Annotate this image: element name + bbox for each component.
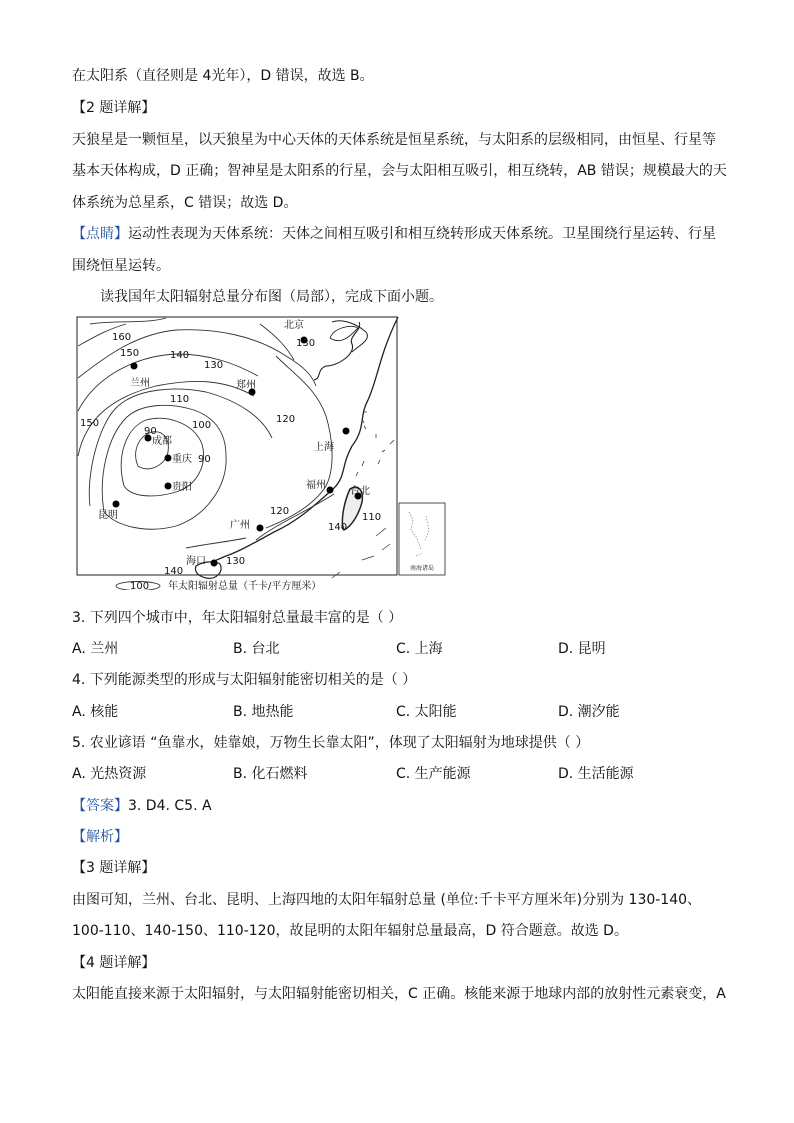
- city-label-fuzhou: 福州: [306, 480, 326, 491]
- city-dot-guangzhou: [257, 525, 264, 532]
- contour-label: 140: [170, 350, 190, 361]
- dianjing-text: 运动性表现为天体系统：天体之间相互吸引和相互绕转形成天体系统。卫星围绕行星运转、行星: [128, 226, 716, 242]
- solar-radiation-map: [76, 316, 448, 590]
- contour-label: 120: [276, 414, 296, 425]
- city-label-chongqing: 重庆: [172, 454, 192, 465]
- question-5: 5. 农业谚语 “鱼靠水，娃靠娘，万物生长靠太阳”，体现了太阳辐射为地球提供（ ）: [72, 735, 590, 751]
- question-4: 4. 下列能源类型的形成与太阳辐射能密切相关的是（ ）: [72, 672, 417, 688]
- answer-text: 3. D4. C5. A: [128, 798, 212, 814]
- city-label-haikou: 海口: [186, 556, 206, 567]
- contour-label: 160: [112, 332, 132, 343]
- dianjing-tag: 【点睛】: [72, 226, 128, 242]
- text-line: 围绕恒星运转。: [72, 258, 170, 274]
- city-dot-lanzhou: [131, 363, 138, 370]
- contour-label: 110: [170, 394, 190, 405]
- legend-text: 年太阳辐射总量（千卡/平方厘米）: [168, 581, 322, 590]
- q3-option-d: D. 昆明: [558, 641, 606, 657]
- city-label-chengdu: 成都: [152, 436, 172, 447]
- q4-option-d: D. 潮汐能: [558, 704, 620, 720]
- section-heading: 【2 题详解】: [72, 100, 156, 116]
- text-line: 体系统为总星系，C 错误；故选 D。: [72, 195, 298, 211]
- contour-label: 110: [362, 512, 382, 523]
- q3-option-a: A. 兰州: [72, 641, 119, 657]
- city-label-guiyang: 贵阳: [172, 482, 192, 493]
- city-label-guangzhou: 广州: [230, 520, 250, 531]
- text-line: 100-110、140-150、110-120，故昆明的太阳年辐射总量最高，D 符合题意。故选 D。: [72, 923, 628, 939]
- q3-option-b: B. 台北: [233, 641, 280, 657]
- text-line: 太阳能直接来源于太阳辐射，与太阳辐射能密切相关，C 正确。核能来源于地球内部的放射性元素衰变，A: [72, 986, 726, 1002]
- contour-label: 150: [80, 418, 100, 429]
- q5-option-a: A. 光热资源: [72, 766, 147, 782]
- city-dot-chongqing: [165, 455, 172, 462]
- contour-label: 140: [164, 566, 184, 577]
- inset-label: 南海诸岛: [410, 565, 435, 572]
- text-line: 天狼星是一颗恒星，以天狼星为中心天体的天体系统是恒星系统，与太阳系的层级相同，由恒星、行星等: [72, 132, 716, 148]
- section-heading: 【4 题详解】: [72, 955, 156, 971]
- city-dot-shanghai: [343, 428, 350, 435]
- q5-option-d: D. 生活能源: [558, 766, 634, 782]
- contour-label: 130: [226, 556, 246, 567]
- q5-option-b: B. 化石燃料: [233, 766, 308, 782]
- city-label-lanzhou: 兰州: [130, 378, 150, 389]
- analysis-tag: 【解析】: [72, 829, 128, 845]
- answer-line: [72, 796, 212, 816]
- q4-option-a: A. 核能: [72, 704, 119, 720]
- contour-label: 150: [120, 348, 140, 359]
- city-dot-kunming: [113, 501, 120, 508]
- question-3: 3. 下列四个城市中，年太阳辐射总量最丰富的是（ ）: [72, 610, 403, 626]
- contour-label: 130: [296, 338, 316, 349]
- dianjing-line: [72, 224, 716, 244]
- city-label-taibei: 台北: [350, 486, 370, 497]
- contour-label: 100: [192, 420, 212, 431]
- city-dot-guiyang: [165, 483, 172, 490]
- q4-option-b: B. 地热能: [233, 704, 294, 720]
- section-heading: 【3 题详解】: [72, 860, 156, 876]
- city-label-beijing: 北京: [284, 320, 304, 331]
- q4-option-c: C. 太阳能: [396, 704, 457, 720]
- q5-option-c: C. 生产能源: [396, 766, 471, 782]
- legend-value: 100: [130, 581, 150, 590]
- city-label-kunming: 昆明: [98, 510, 118, 521]
- question-intro: 读我国年太阳辐射总量分布图（局部），完成下面小题。: [100, 289, 443, 305]
- text-line: 基本天体构成，D 正确；智神星是太阳系的行星，会与太阳相互吸引，相互绕转，AB 错误；规模最大的天: [72, 163, 727, 179]
- q3-option-c: C. 上海: [396, 641, 443, 657]
- answer-tag: 【答案】: [72, 798, 128, 814]
- text-line: 由图可知，兰州、台北、昆明、上海四地的太阳年辐射总量 (单位:千卡平方厘米年)分别为 130-140、: [72, 892, 702, 908]
- text-line: 在太阳系（直径则是 4光年），D 错误，故选 B。: [72, 68, 374, 84]
- contour-label: 140: [328, 522, 348, 533]
- city-label-shanghai: 上海: [314, 442, 334, 453]
- contour-label: 90: [198, 454, 211, 465]
- city-label-zhengzhou: 郑州: [236, 380, 256, 391]
- city-dot-fuzhou: [327, 487, 334, 494]
- contour-label: 90: [144, 426, 157, 437]
- contour-label: 130: [204, 360, 224, 371]
- city-dot-haikou: [211, 560, 218, 567]
- contour-label: 120: [270, 506, 290, 517]
